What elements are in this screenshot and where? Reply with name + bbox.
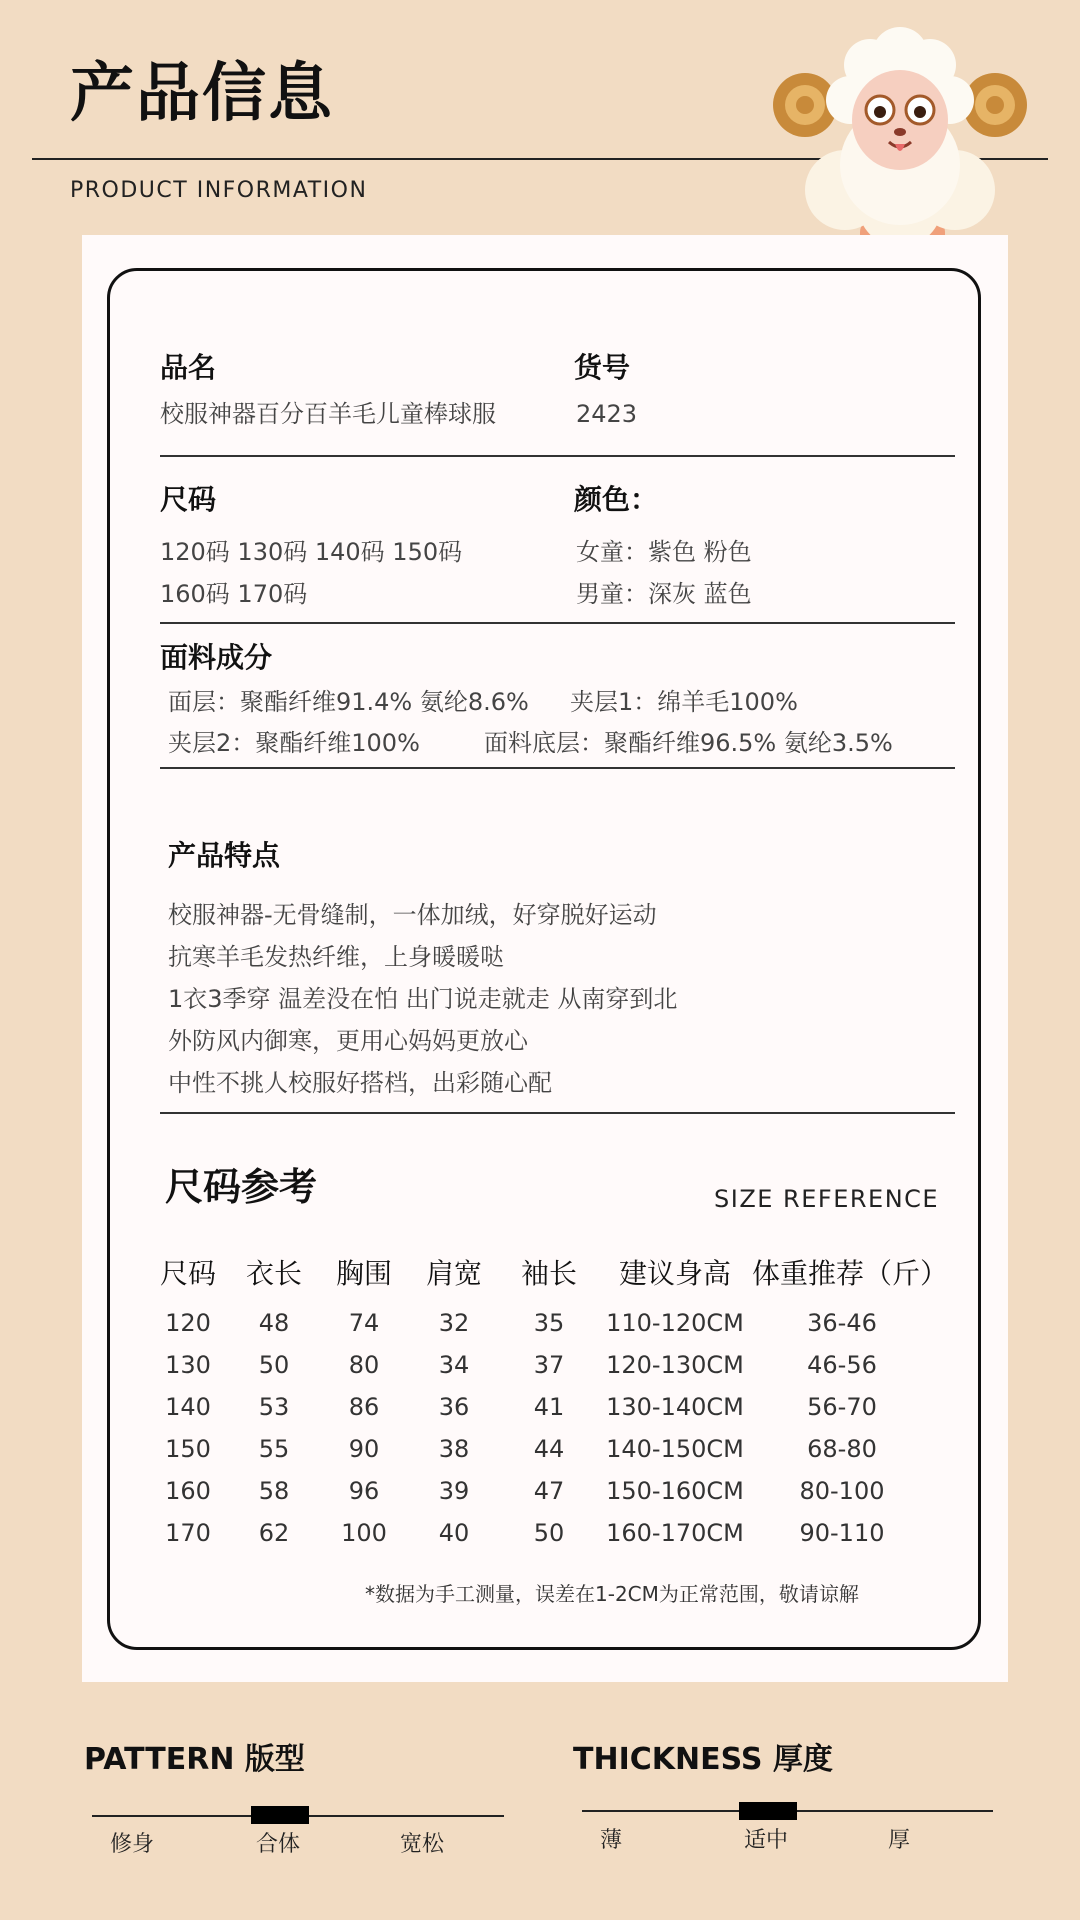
thickness-title: THICKNESS 厚度: [573, 1742, 833, 1777]
feature-item: 校服神器-无骨缝制，一体加绒，好穿脱好运动: [168, 901, 657, 929]
thickness-option: 适中: [744, 1828, 789, 1853]
feature-item: 1衣3季穿 温差没在怕 出门说走就走 从南穿到北: [168, 985, 678, 1013]
size-table-cell: 86: [348, 1393, 380, 1421]
size-table-header: 体重推荐（斤）: [752, 1257, 949, 1290]
size-table-cell: 55: [258, 1435, 290, 1463]
sku-label: 货号: [574, 351, 631, 384]
size-table-header: 衣长: [245, 1257, 302, 1290]
size-values-line1: 120码 130码 140码 150码: [160, 538, 463, 566]
size-table-cell: 160-170CM: [606, 1519, 744, 1547]
page-title: 产品信息: [70, 57, 334, 131]
fabric-layer2: 夹层2：聚酯纤维100%: [168, 729, 420, 757]
size-table-cell: 120: [165, 1309, 211, 1337]
size-table-cell: 130-140CM: [606, 1393, 744, 1421]
name-label: 品名: [160, 351, 217, 384]
size-table-cell: 68-80: [807, 1435, 877, 1463]
size-table-cell: 150-160CM: [606, 1477, 744, 1505]
size-table-cell: 120-130CM: [606, 1351, 744, 1379]
feature-item: 中性不挑人校服好搭档，出彩随心配: [168, 1069, 552, 1097]
measurement-note: *数据为手工测量，误差在1-2CM为正常范围，敬请谅解: [365, 1582, 859, 1606]
feature-item: 抗寒羊毛发热纤维，上身暖暖哒: [168, 943, 504, 971]
size-table-cell: 96: [348, 1477, 380, 1505]
feature-item: 外防风内御寒，更用心妈妈更放心: [168, 1027, 528, 1055]
size-table-cell: 34: [438, 1351, 470, 1379]
size-table-cell: 62: [258, 1519, 290, 1547]
size-table-cell: 160: [165, 1477, 211, 1505]
size-table-cell: 32: [438, 1309, 470, 1337]
size-table-cell: 140: [165, 1393, 211, 1421]
thickness-option: 厚: [888, 1828, 911, 1853]
pattern-option: 修身: [110, 1832, 155, 1857]
color-label: 颜色：: [574, 483, 659, 516]
size-table-cell: 36: [438, 1393, 470, 1421]
name-value: 校服神器百分百羊毛儿童棒球服: [160, 400, 496, 428]
size-table-cell: 50: [533, 1519, 565, 1547]
size-table-cell: 90: [348, 1435, 380, 1463]
pattern-scale-marker: [251, 1806, 309, 1824]
fabric-label: 面料成分: [160, 641, 273, 674]
size-table-cell: 74: [348, 1309, 380, 1337]
size-table-cell: 130: [165, 1351, 211, 1379]
thickness-option: 薄: [600, 1828, 623, 1853]
size-table-cell: 100: [341, 1519, 387, 1547]
size-table-cell: 48: [258, 1309, 290, 1337]
size-table-cell: 50: [258, 1351, 290, 1379]
size-table-cell: 35: [533, 1309, 565, 1337]
size-table-cell: 47: [533, 1477, 565, 1505]
size-table-header: 肩宽: [425, 1257, 482, 1290]
size-table-header: 尺码: [159, 1257, 216, 1290]
size-table-cell: 170: [165, 1519, 211, 1547]
size-table-cell: 80-100: [799, 1477, 885, 1505]
size-table-cell: 80: [348, 1351, 380, 1379]
size-table-cell: 53: [258, 1393, 290, 1421]
fabric-layer1: 夹层1：绵羊毛100%: [570, 688, 798, 716]
size-values-line2: 160码 170码: [160, 580, 308, 608]
page-subtitle: PRODUCT INFORMATION: [70, 178, 368, 203]
divider: [160, 1112, 955, 1114]
size-table-cell: 46-56: [807, 1351, 877, 1379]
size-table-header: 建议身高: [618, 1257, 731, 1290]
size-table-cell: 36-46: [807, 1309, 877, 1337]
color-boys: 男童：深灰 蓝色: [576, 580, 752, 608]
size-table-header: 胸围: [335, 1257, 392, 1290]
divider: [160, 767, 955, 769]
features-title: 产品特点: [168, 839, 281, 872]
size-reference-title: 尺码参考: [165, 1165, 318, 1209]
pattern-title: PATTERN 版型: [84, 1742, 305, 1777]
divider: [160, 455, 955, 457]
size-table-header: 袖长: [520, 1257, 577, 1290]
size-table-cell: 90-110: [799, 1519, 885, 1547]
fabric-base: 面料底层：聚酯纤维96.5% 氨纶3.5%: [484, 729, 893, 757]
size-table-cell: 40: [438, 1519, 470, 1547]
size-reference-subtitle: SIZE REFERENCE: [714, 1185, 940, 1213]
size-table-cell: 44: [533, 1435, 565, 1463]
size-table-cell: 110-120CM: [606, 1309, 744, 1337]
size-table-cell: 41: [533, 1393, 565, 1421]
divider: [160, 622, 955, 624]
sku-value: 2423: [576, 400, 638, 428]
fabric-outer: 面层：聚酯纤维91.4% 氨纶8.6%: [168, 688, 529, 716]
size-table-cell: 150: [165, 1435, 211, 1463]
size-table-cell: 58: [258, 1477, 290, 1505]
pattern-option: 宽松: [400, 1832, 445, 1857]
thickness-scale-marker: [739, 1802, 797, 1820]
size-table-cell: 37: [533, 1351, 565, 1379]
pattern-option: 合体: [256, 1832, 301, 1857]
size-table-cell: 39: [438, 1477, 470, 1505]
size-table-cell: 140-150CM: [606, 1435, 744, 1463]
size-label: 尺码: [160, 483, 217, 516]
size-table-cell: 38: [438, 1435, 470, 1463]
sheep-mascot-icon: [765, 20, 1035, 260]
color-girls: 女童：紫色 粉色: [576, 538, 752, 566]
size-table-cell: 56-70: [807, 1393, 877, 1421]
